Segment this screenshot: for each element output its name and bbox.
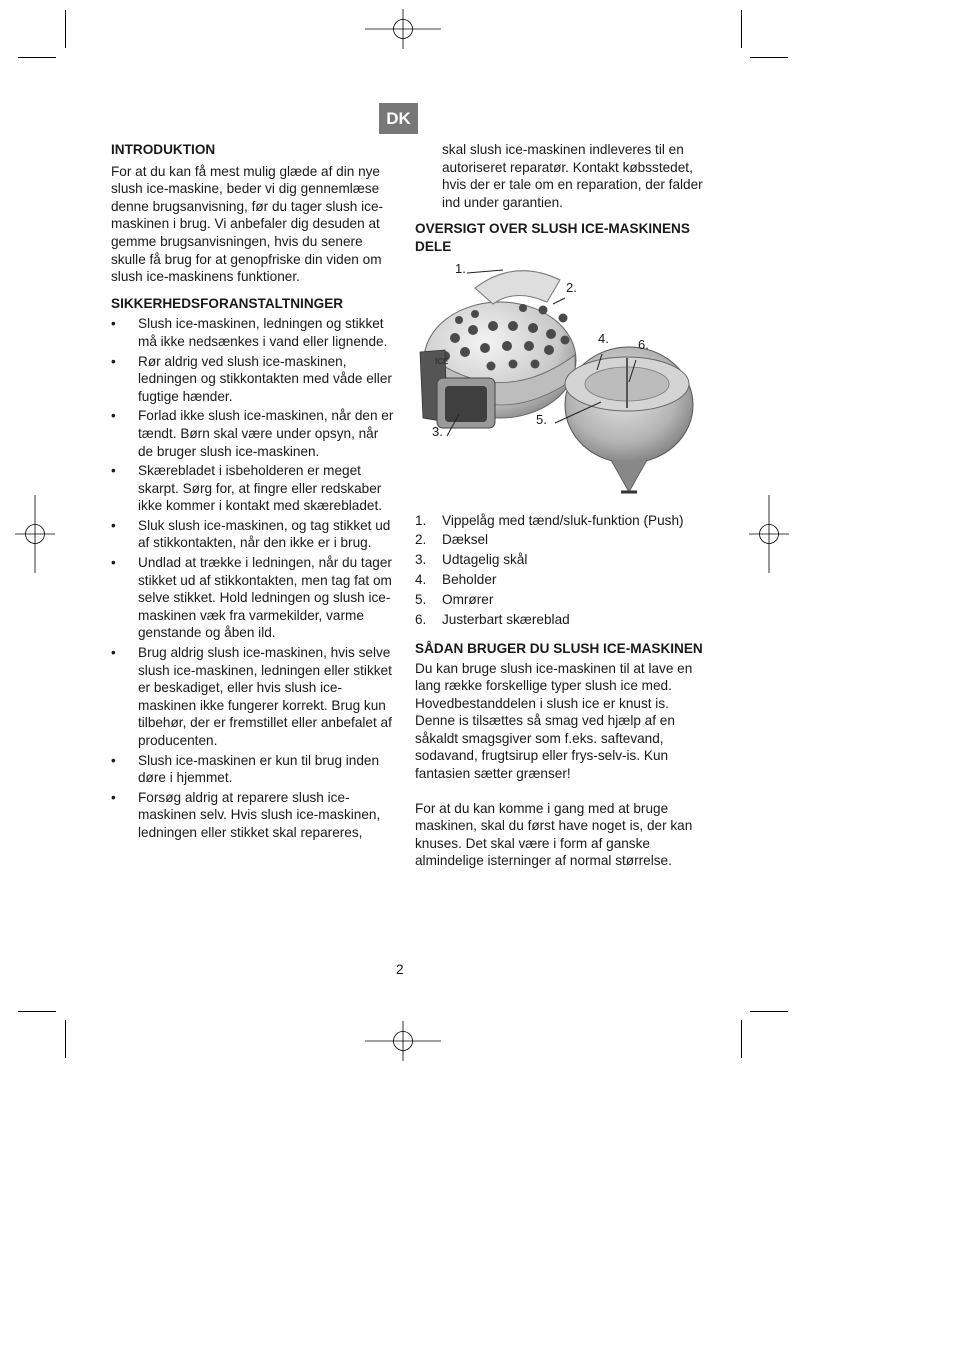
list-item: • Forlad ikke slush ice-maskinen, når den er tændt. Børn skal være under opsyn, når de bruger slush ice-maskinen. (111, 407, 396, 460)
safety-heading: SIKKERHEDSFORANSTALTNINGER (111, 295, 344, 311)
parts-list (415, 512, 705, 629)
registration-mark (749, 495, 789, 573)
intro-text: For at du kan få mest mulig glæde af din nye slush ice-maskine, beder vi dig gennemlæse denne brugsanvisning, før du tager slush ice-maskinen i brug. Vi anbefaler dig desuden at gemme brugsanvisningen, hvis du senere skulle få brug for at genopfriske din viden om slush ice-maskinens funktioner. (111, 163, 384, 285)
machine-body (420, 270, 576, 427)
machine-logo: ICE (435, 356, 449, 366)
safety-list (111, 315, 396, 841)
overview-heading: OVERSIGT OVER SLUSH ICE-MASKINENS DELE (415, 221, 690, 254)
callout-2: 2. (566, 279, 577, 295)
callout-1: 1. (455, 260, 466, 276)
right-column (415, 141, 705, 870)
list-item: • Rør aldrig ved slush ice-maskinen, ledningen og stikkontakten med våde eller fugtige hænder. (111, 353, 396, 406)
list-item: • Sluk slush ice-maskinen, og tag stikket ud af stikkontakten, når den ikke er i brug. (111, 517, 396, 552)
crop-mark (18, 57, 56, 58)
language-badge: DK (379, 103, 418, 134)
slush-machine-illustration (415, 260, 700, 512)
list-item: 1. Vippelåg med tænd/sluk-funktion (Push) (415, 512, 684, 528)
safety-continuation: skal slush ice-maskinen indleveres til en autoriseret reparatør. Kontakt købsstedet, hvis der er tale om en reparation, der falder ind under garantien. (442, 142, 703, 210)
list-item: 2. Dæksel (415, 532, 489, 548)
crop-mark (741, 1020, 742, 1058)
list-item: 6. Justerbart skæreblad (415, 612, 570, 628)
crop-mark (65, 10, 66, 48)
crop-mark (18, 1011, 56, 1012)
crop-mark (750, 57, 788, 58)
registration-mark (365, 9, 441, 49)
callout-5: 5. (536, 411, 547, 427)
usage-paragraph-1: Du kan bruge slush ice-maskinen til at lave en lang række forskellige typer slush ice med. Hovedbestanddelen i slush ice er knust is. Denne is tilsættes så smag ved hjælp af en såkaldt smagsgiver som f.eks. saftevand, sodavand, frugtsirup eller frys-selv-is. Kun fantasien sætter grænser! (415, 660, 693, 782)
crop-mark (750, 1011, 788, 1012)
list-item: 5. Omrører (415, 592, 494, 608)
registration-mark (15, 495, 55, 573)
list-item: 4. Beholder (415, 572, 497, 588)
callout-6: 6. (638, 336, 649, 352)
crop-mark (741, 10, 742, 48)
container-part (565, 347, 693, 492)
intro-heading: INTRODUKTION (111, 142, 216, 157)
list-item: • Slush ice-maskinen, ledningen og stikket må ikke nedsænkes i vand eller lignende. (111, 315, 396, 350)
list-item: 3. Udtagelig skål (415, 552, 528, 568)
list-item: • Skærebladet i isbeholderen er meget skarpt. Sørg for, at fingre eller redskaber ikke kommer i kontakt med skærebladet. (111, 462, 396, 515)
callout-4: 4. (598, 330, 609, 346)
list-item: • Brug aldrig slush ice-maskinen, hvis selve slush ice-maskinen, ledningen eller stikket er beskadiget, eller hvis slush ice-maskinen ikke fungerer korrekt. Brug kun tilbehør, der er fremstillet eller anbefalet af producenten. (111, 644, 396, 750)
list-item: • Forsøg aldrig at reparere slush ice-maskinen selv. Hvis slush ice-maskinen, ledningen eller stikket skal repareres, (111, 789, 396, 842)
product-figure (415, 260, 700, 512)
page-number: 2 (396, 962, 404, 977)
callout-3: 3. (432, 423, 443, 439)
list-item: • Slush ice-maskinen er kun til brug inden døre i hjemmet. (111, 752, 396, 787)
registration-mark (365, 1021, 441, 1061)
usage-paragraph-2: For at du kan komme i gang med at bruge maskinen, skal du først have noget is, der kan knuses. Det skal være i form af ganske almindelige isterninger af normal størrelse. (415, 800, 693, 869)
list-item: • Undlad at trække i ledningen, når du tager stikket ud af stikkontakten, men tag fat om selve stikket. Hold ledningen og slush ice-maskinen væk fra varmekilder, varme genstande og åben ild. (111, 554, 396, 642)
crop-mark (65, 1020, 66, 1058)
left-column (111, 141, 396, 844)
usage-heading: SÅDAN BRUGER DU SLUSH ICE-MASKINEN (415, 640, 703, 656)
